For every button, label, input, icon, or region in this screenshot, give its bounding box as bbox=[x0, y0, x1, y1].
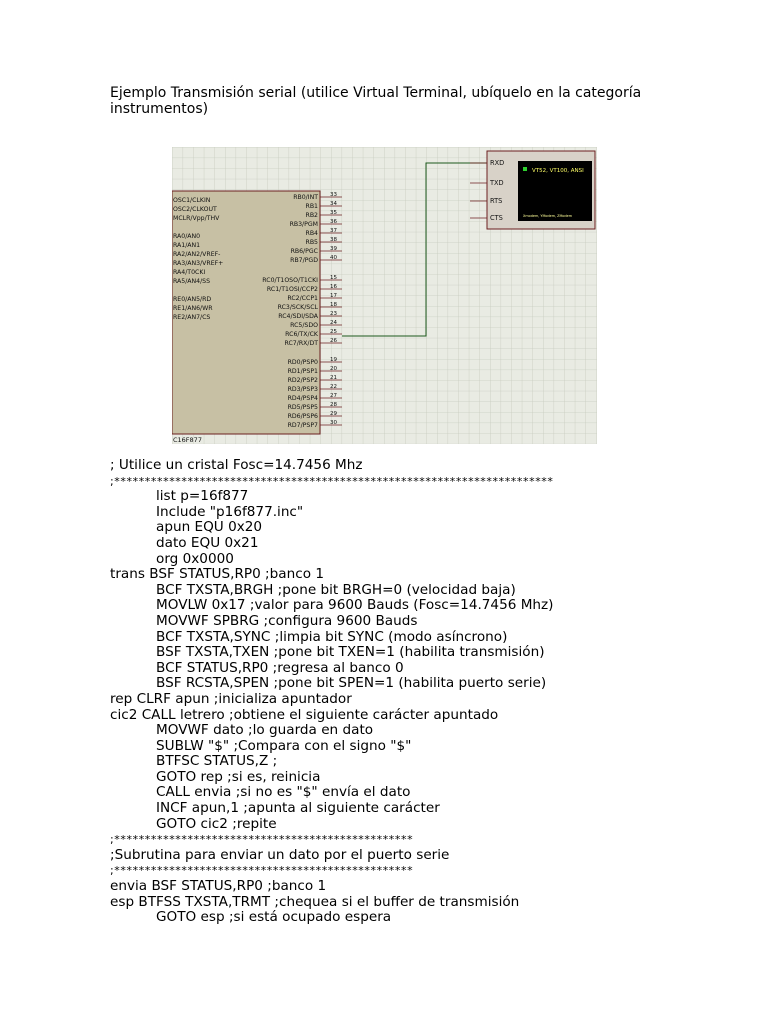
chip-right-pin-label: RC2/CCP1 bbox=[287, 295, 318, 302]
chip-pin-number: 37 bbox=[330, 228, 337, 234]
chip-pin-number: 21 bbox=[330, 375, 337, 381]
chip-pin-number: 29 bbox=[330, 411, 337, 417]
code-line: BSF RCSTA,SPEN ;pone bit SPEN=1 (habilita puerto serie) bbox=[156, 675, 547, 692]
chip-pin-number: 38 bbox=[330, 237, 337, 243]
code-line: ;************************************************* bbox=[110, 833, 414, 847]
chip-right-pin-label: RD0/PSP0 bbox=[287, 359, 318, 366]
code-line: BCF TXSTA,SYNC ;limpia bit SYNC (modo asíncrono) bbox=[156, 628, 508, 645]
code-line: SUBLW "$" ;Compara con el signo "$" bbox=[156, 737, 412, 754]
chip-pin-number: 35 bbox=[330, 210, 337, 216]
chip-right-pin-label: RC7/RX/DT bbox=[284, 340, 318, 347]
code-line: INCF apun,1 ;apunta al siguiente carácter bbox=[156, 800, 440, 817]
chip-right-pin-label: RB6/PGC bbox=[290, 248, 318, 255]
chip-pin-number: 22 bbox=[330, 384, 337, 390]
chip-pin-number: 23 bbox=[330, 311, 337, 317]
chip-pin-number: 40 bbox=[330, 255, 337, 261]
chip-right-pin-label: RC0/T1OSO/T1CKI bbox=[262, 277, 318, 284]
chip-right-pin-label: RD5/PSP5 bbox=[287, 404, 318, 411]
chip-right-pin-label: RC4/SDI/SDA bbox=[278, 313, 318, 320]
chip-right-pin-label: RB1 bbox=[305, 203, 318, 210]
chip-left-pin-label: OSC2/CLKOUT bbox=[173, 206, 217, 213]
code-line: CALL envia ;si no es "$" envía el dato bbox=[156, 784, 411, 801]
chip-right-pin-label: RC3/SCK/SCL bbox=[277, 304, 318, 311]
chip-right-pin-label: RB7/PGD bbox=[290, 257, 318, 264]
chip-pin-number: 39 bbox=[330, 246, 337, 252]
terminal-pin-label: TXD bbox=[490, 179, 504, 187]
chip-left-pin-label: RA0/AN0 bbox=[173, 233, 201, 240]
chip-right-pin-label: RB2 bbox=[305, 212, 318, 219]
chip-pin-number: 36 bbox=[330, 219, 337, 225]
code-line: rep CLRF apun ;inicializa apuntador bbox=[110, 690, 352, 707]
chip-left-pin-label: OSC1/CLKIN bbox=[173, 197, 211, 204]
chip-pin-number: 15 bbox=[330, 275, 337, 281]
code-line: BCF TXSTA,BRGH ;pone bit BRGH=0 (velocidad baja) bbox=[156, 581, 516, 598]
chip-right-pin-label: RD3/PSP3 bbox=[287, 386, 318, 393]
chip-right-pin-label: RB3/PGM bbox=[289, 221, 318, 228]
code-line: apun EQU 0x20 bbox=[156, 519, 263, 536]
chip-left-pin-label: RA2/AN2/VREF- bbox=[173, 251, 221, 258]
chip-right-pin-label: RB0/INT bbox=[293, 194, 318, 201]
chip-pin-number: 28 bbox=[330, 402, 337, 408]
assembly-code-listing bbox=[110, 458, 750, 926]
chip-right-pin-label: RD6/PSP6 bbox=[287, 413, 318, 420]
code-line: dato EQU 0x21 bbox=[156, 534, 259, 551]
chip-left-pin-label: RA3/AN3/VREF+ bbox=[173, 260, 224, 267]
terminal-title: VT52, VT100, ANSI bbox=[532, 168, 584, 174]
code-line: BCF STATUS,RP0 ;regresa al banco 0 bbox=[156, 659, 404, 676]
chip-right-pin-label: RD4/PSP4 bbox=[287, 395, 318, 402]
code-line: ;************************************************* bbox=[110, 864, 414, 878]
chip-left-pin-label: MCLR/Vpp/THV bbox=[173, 215, 220, 222]
chip-pin-number: 30 bbox=[330, 420, 337, 426]
chip-right-pin-label: RB4 bbox=[305, 230, 318, 237]
code-line: ;************************************************************************ bbox=[110, 474, 554, 488]
chip-pin-number: 27 bbox=[330, 393, 337, 399]
chip-right-pin-label: RC5/SDO bbox=[290, 322, 318, 329]
code-line: GOTO esp ;si está ocupado espera bbox=[156, 909, 392, 926]
code-line: org 0x0000 bbox=[156, 550, 234, 567]
chip-pin-number: 20 bbox=[330, 366, 337, 372]
terminal-pin-label: RTS bbox=[490, 197, 503, 205]
chip-pin-number: 34 bbox=[330, 201, 337, 207]
terminal-subtitle: Xmodem, YModem, ZModem bbox=[523, 214, 573, 218]
chip-pin-number: 18 bbox=[330, 302, 337, 308]
page-heading bbox=[110, 85, 670, 117]
chip-left-pin-label: RA4/T0CKI bbox=[173, 269, 206, 276]
chip-right-pin-label: RD1/PSP1 bbox=[287, 368, 318, 375]
chip-left-pin-label: RE1/AN6/WR bbox=[173, 305, 213, 312]
terminal-pin-label: RXD bbox=[490, 159, 505, 167]
code-line: BTFSC STATUS,Z ; bbox=[156, 753, 278, 770]
code-line: MOVLW 0x17 ;valor para 9600 Bauds (Fosc=14.7456 Mhz) bbox=[156, 597, 554, 614]
code-line: ; Utilice un cristal Fosc=14.7456 Mhz bbox=[110, 457, 363, 473]
code-line: MOVWF SPBRG ;configura 9600 Bauds bbox=[156, 612, 418, 629]
chip-name: C16F877 bbox=[173, 436, 202, 444]
chip-right-pin-label: RB5 bbox=[305, 239, 318, 246]
code-line: cic2 CALL letrero ;obtiene el siguiente carácter apuntado bbox=[110, 706, 499, 723]
chip-pin-number: 17 bbox=[330, 293, 337, 299]
code-line: MOVWF dato ;lo guarda en dato bbox=[156, 722, 374, 739]
chip-right-pin-label: RD7/PSP7 bbox=[287, 422, 318, 429]
chip-right-pin-label: RC1/T1OSI/CCP2 bbox=[266, 286, 318, 293]
chip-right-pin-label: RC6/TX/CK bbox=[285, 331, 318, 338]
chip-pin-number: 19 bbox=[330, 357, 337, 363]
chip-pin-number: 25 bbox=[330, 329, 337, 335]
chip-left-pin-label: RA1/AN1 bbox=[173, 242, 201, 249]
chip-left-pin-label: RE0/AN5/RD bbox=[173, 296, 212, 303]
heading-line-1: Ejemplo Transmisión serial (utilice Virtual Terminal, ubíquelo en la categoría bbox=[110, 85, 642, 101]
code-line: list p=16f877 bbox=[156, 488, 249, 505]
code-line: esp BTFSS TXSTA,TRMT ;chequea si el buffer de transmisión bbox=[110, 893, 520, 910]
chip-pin-number: 16 bbox=[330, 284, 337, 290]
code-line: envia BSF STATUS,RP0 ;banco 1 bbox=[110, 878, 327, 895]
schematic-figure bbox=[172, 147, 597, 444]
chip-left-pin-label: RA5/AN4/SS bbox=[173, 278, 211, 285]
code-line: GOTO cic2 ;repite bbox=[156, 815, 277, 832]
chip-pin-number: 33 bbox=[330, 192, 337, 198]
chip-pin-number: 24 bbox=[330, 320, 337, 326]
chip-pin-number: 26 bbox=[330, 338, 337, 344]
terminal-pin-label: CTS bbox=[490, 214, 503, 222]
chip-left-pin-label: RE2/AN7/CS bbox=[173, 314, 211, 321]
code-line: GOTO rep ;si es, reinicia bbox=[156, 768, 321, 785]
code-line: trans BSF STATUS,RP0 ;banco 1 bbox=[110, 566, 324, 583]
chip-right-pin-label: RD2/PSP2 bbox=[287, 377, 318, 384]
code-line: Include "p16f877.inc" bbox=[156, 503, 304, 520]
heading-line-2: instrumentos) bbox=[110, 101, 209, 117]
code-line: ;Subrutina para enviar un dato por el puerto serie bbox=[110, 846, 450, 863]
code-line: BSF TXSTA,TXEN ;pone bit TXEN=1 (habilita transmisión) bbox=[156, 644, 545, 661]
